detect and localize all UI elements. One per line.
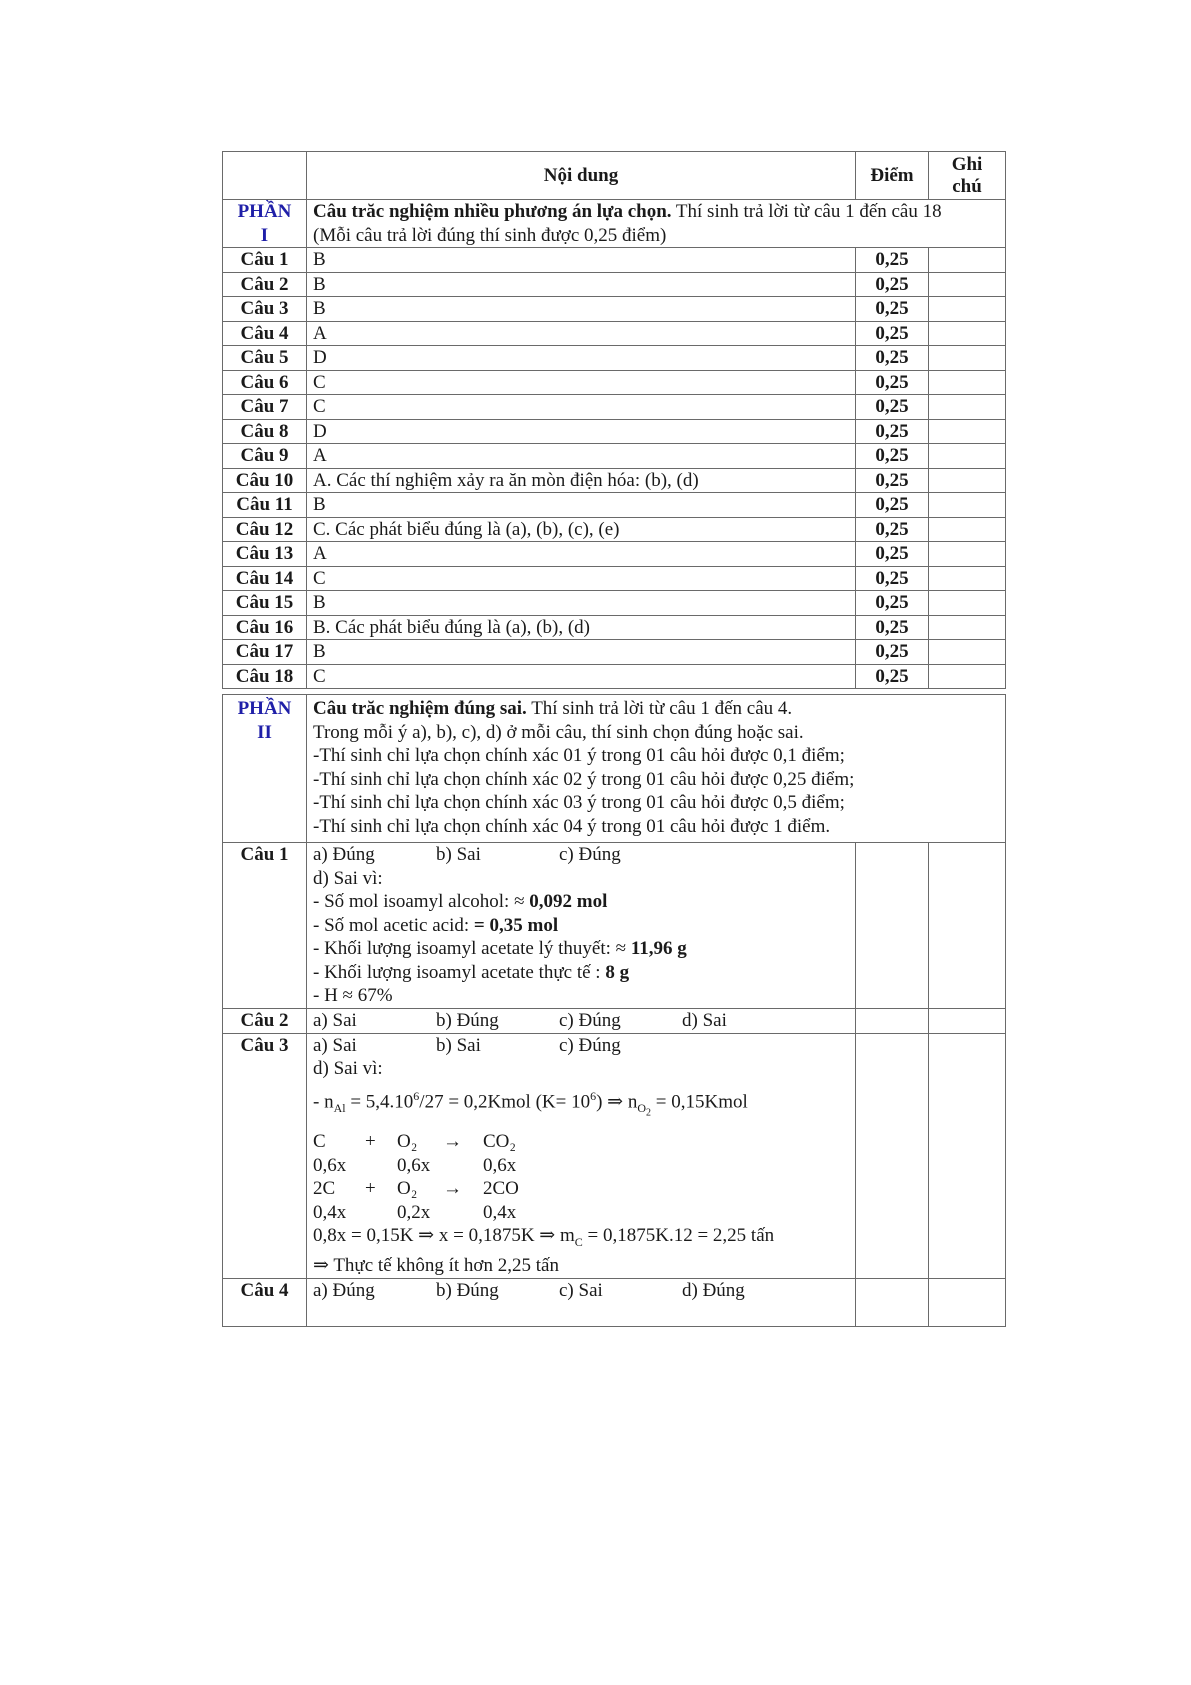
note-cell	[929, 591, 1006, 616]
note-cell	[929, 248, 1006, 273]
question-label: Câu 15	[223, 591, 307, 616]
table-row	[223, 664, 1006, 689]
question-4-answer: a) Đúng b) Đúng c) Sai d) Đúng	[307, 1278, 856, 1326]
table-row	[223, 444, 1006, 469]
answer-cell: B	[307, 591, 856, 616]
answer-cell: A. Các thí nghiệm xảy ra ăn mòn điện hóa: (b), (d)	[307, 468, 856, 493]
note-cell	[929, 419, 1006, 444]
table-row	[223, 272, 1006, 297]
reaction-2-values: 0,4x 0,2x 0,4x	[313, 1201, 517, 1223]
score-cell: 0,25	[856, 419, 929, 444]
question-label: Câu 18	[223, 664, 307, 689]
reaction-2: 2C + O₂ → 2CO	[313, 1178, 519, 1200]
score-cell: 0,25	[856, 640, 929, 665]
mole-calculation: - $n_{Al} = 5,4.10^6/27$ = 0,2Kmol $(K= 10^6)$ ⇒ $n_{O_2}$ = 0,15Kmol	[313, 1088, 748, 1119]
score-cell	[856, 843, 929, 1009]
table-row	[223, 566, 1006, 591]
note-cell	[929, 346, 1006, 371]
part1-intro-row	[223, 200, 1006, 248]
note-cell	[929, 444, 1006, 469]
reaction-1-values: 0,6x 0,6x 0,6x	[313, 1154, 517, 1176]
table-row	[223, 493, 1006, 518]
answer-cell: C	[307, 370, 856, 395]
table-row	[223, 370, 1006, 395]
score-cell: 0,25	[856, 370, 929, 395]
answer-cell: C	[307, 566, 856, 591]
note-cell	[929, 615, 1006, 640]
header-note: Ghi chú	[929, 152, 1006, 200]
part2-question-2-row	[223, 1009, 1006, 1034]
question-label: Câu 2	[223, 1009, 307, 1034]
note-cell	[929, 566, 1006, 591]
answer-cell: C. Các phát biểu đúng là (a), (b), (c), (e)	[307, 517, 856, 542]
score-cell: 0,25	[856, 542, 929, 567]
score-cell: 0,25	[856, 321, 929, 346]
reaction-1: C + O₂ → CO₂	[313, 1131, 517, 1153]
table-row	[223, 395, 1006, 420]
score-cell: 0,25	[856, 566, 929, 591]
answer-cell: A	[307, 542, 856, 567]
question-label: Câu 4	[223, 321, 307, 346]
question-label: Câu 12	[223, 517, 307, 542]
answer-cell: B	[307, 297, 856, 322]
question-label: Câu 14	[223, 566, 307, 591]
question-label: Câu 1	[223, 843, 307, 1009]
part2-question-1-row	[223, 843, 1006, 1009]
part2-instructions: Câu trăc nghiệm đúng sai. Thí sinh trả lời từ câu 1 đến câu 4. Trong mỗi ý a), b), c), d) ở mỗi câu, thí sinh chọn đúng hoặc sai. -Thí sinh chỉ lựa chọn chính xác 01 ý trong 01 câu hỏi được 0,1 điểm; -Thí sinh chỉ lựa chọn chính xác 02 ý trong 01 câu hỏi được 0,25 điểm; -Thí sinh chỉ lựa chọn chính xác 03 ý trong 01 câu hỏi được 0,5 điểm; -Thí sinh chỉ lựa chọn chính xác 04 ý trong 01 câu hỏi được 1 điểm.	[307, 695, 1006, 843]
note-cell	[929, 1033, 1006, 1278]
note-cell	[929, 468, 1006, 493]
score-cell: 0,25	[856, 346, 929, 371]
header-score: Điểm	[856, 152, 929, 200]
answer-cell: B	[307, 640, 856, 665]
conclusion: ⇒ Thực tế không ít hơn 2,25 tấn	[313, 1255, 559, 1277]
part2-label: PHẦN II	[223, 695, 307, 843]
question-label: Câu 5	[223, 346, 307, 371]
answer-cell: D	[307, 419, 856, 444]
table-row	[223, 419, 1006, 444]
note-cell	[929, 640, 1006, 665]
question-3-answer: a) Sai b) Sai c) Đúng d) Sai vì: - $n_{Al} = 5,4.10^6/27$ = 0,2Kmol $(K= 10^6)$ ⇒ $n_{O_2}$ = 0,15Kmol C + O₂ → CO₂ 0,6x 0,6x 0,6x 2C + O₂ → 2CO 0,4x 0,2x 0,4x 0,8x = 0,15K ⇒ x = 0,1875K ⇒ $m_C = 0,1875K.12 = 2,25$ tấn ⇒ Thực tế không ít hơn 2,25 tấn	[307, 1033, 856, 1278]
note-cell	[929, 664, 1006, 689]
part1-answer-rows	[223, 248, 1006, 689]
table-row	[223, 542, 1006, 567]
table-row	[223, 517, 1006, 542]
part1-label: PHẦN I	[223, 200, 307, 248]
question-label: Câu 4	[223, 1278, 307, 1326]
answer-cell: B. Các phát biểu đúng là (a), (b), (d)	[307, 615, 856, 640]
note-cell	[929, 272, 1006, 297]
score-cell	[856, 1009, 929, 1034]
score-cell: 0,25	[856, 297, 929, 322]
table-row	[223, 248, 1006, 273]
answer-cell: B	[307, 493, 856, 518]
question-2-answer: a) Sai b) Đúng c) Đúng d) Sai	[307, 1009, 856, 1034]
part2-question-3-row	[223, 1033, 1006, 1278]
score-cell: 0,25	[856, 248, 929, 273]
score-cell: 0,25	[856, 615, 929, 640]
answer-table-part2	[222, 694, 1006, 1327]
score-cell: 0,25	[856, 664, 929, 689]
question-label: Câu 17	[223, 640, 307, 665]
note-cell	[929, 517, 1006, 542]
note-cell	[929, 1009, 1006, 1034]
question-label: Câu 9	[223, 444, 307, 469]
answer-cell: C	[307, 664, 856, 689]
score-cell	[856, 1033, 929, 1278]
note-cell	[929, 1278, 1006, 1326]
part2-intro-row	[223, 695, 1006, 843]
score-cell: 0,25	[856, 272, 929, 297]
score-cell: 0,25	[856, 468, 929, 493]
table-header-row	[223, 152, 1006, 200]
table-row	[223, 640, 1006, 665]
question-1-answer: a) Đúng b) Sai c) Đúng d) Sai vì: - Số mol isoamyl alcohol: ≈ 0,092 mol - Số mol acetic acid: = 0,35 mol - Khối lượng isoamyl acetate lý thuyết: ≈ 11,96 g - Khối lượng isoamyl acetate thực tế : 8 g - H ≈ 67%	[307, 843, 856, 1009]
table-row	[223, 297, 1006, 322]
note-cell	[929, 843, 1006, 1009]
note-cell	[929, 321, 1006, 346]
question-label: Câu 3	[223, 1033, 307, 1278]
question-label: Câu 16	[223, 615, 307, 640]
question-label: Câu 8	[223, 419, 307, 444]
note-cell	[929, 297, 1006, 322]
answer-cell: A	[307, 444, 856, 469]
table-row	[223, 468, 1006, 493]
answer-table-part1	[222, 151, 1006, 689]
part2-question-4-row	[223, 1278, 1006, 1326]
table-row	[223, 615, 1006, 640]
table-row	[223, 321, 1006, 346]
score-cell: 0,25	[856, 591, 929, 616]
question-label: Câu 11	[223, 493, 307, 518]
score-cell: 0,25	[856, 493, 929, 518]
answer-cell: C	[307, 395, 856, 420]
question-label: Câu 1	[223, 248, 307, 273]
part1-instructions: Câu trăc nghiệm nhiều phương án lựa chọn. Thí sinh trả lời từ câu 1 đến câu 18 (Mỗi câu trả lời đúng thí sinh được 0,25 điểm)	[307, 200, 1006, 248]
header-content: Nội dung	[307, 152, 856, 200]
score-cell: 0,25	[856, 395, 929, 420]
score-cell: 0,25	[856, 517, 929, 542]
question-label: Câu 6	[223, 370, 307, 395]
header-blank	[223, 152, 307, 200]
note-cell	[929, 542, 1006, 567]
answer-cell: A	[307, 321, 856, 346]
table-row	[223, 591, 1006, 616]
final-calculation: 0,8x = 0,15K ⇒ x = 0,1875K ⇒ $m_C = 0,1875K.12 = 2,25$ tấn	[313, 1225, 775, 1249]
note-cell	[929, 493, 1006, 518]
question-label: Câu 10	[223, 468, 307, 493]
note-cell	[929, 395, 1006, 420]
answer-cell: B	[307, 248, 856, 273]
answer-cell: B	[307, 272, 856, 297]
score-cell	[856, 1278, 929, 1326]
note-cell	[929, 370, 1006, 395]
question-label: Câu 13	[223, 542, 307, 567]
question-label: Câu 3	[223, 297, 307, 322]
question-label: Câu 2	[223, 272, 307, 297]
answer-cell: D	[307, 346, 856, 371]
score-cell: 0,25	[856, 444, 929, 469]
question-label: Câu 7	[223, 395, 307, 420]
table-row	[223, 346, 1006, 371]
